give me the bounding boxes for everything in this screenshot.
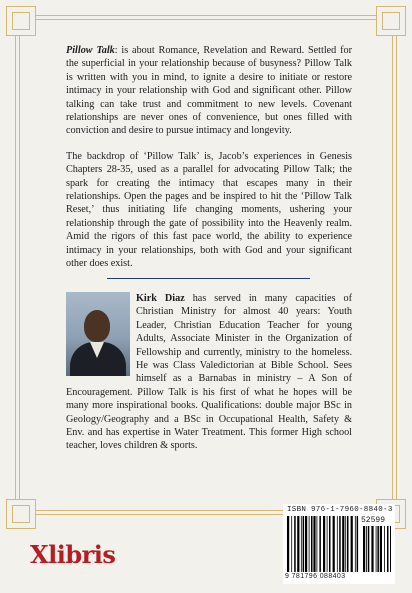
price-code: 52599 (361, 516, 386, 525)
isbn-barcode (283, 504, 395, 584)
blurb-paragraph-2: The backdrop of ‘Pillow Talk’ is, Jacob’s experiences in Genesis Chapters 28-35, used as a parallel for advocating Pillow Talk; the spark for creating the intimacy that escapes many in their relationships. Open the pages and be inspired to hit the ‘Pillow Talk Reset,’ thus initiating life changing moments, ushering your relationship through the gate of possibility into the Heavenly realm. Amid the rigors of this fast pace world, the ability to experience intimacy in your relationships, both with God and your significant other does exist. (66, 150, 352, 270)
corner-ornament (376, 6, 406, 36)
barcode-addon-bars (363, 526, 391, 572)
corner-ornament (6, 499, 36, 529)
author-bio (66, 292, 352, 453)
barcode-digits: 9 781796 088403 (285, 573, 346, 580)
author-photo (66, 292, 130, 376)
author-name: Kirk Diaz (136, 293, 185, 304)
book-blurb (66, 44, 352, 271)
barcode-main-bars (287, 516, 359, 572)
blurb-paragraph-1-text: : is about Romance, Revelation and Reward. Settled for the superficial in your relationship because of busyness? Pillow Talk is written with you in mind, to ignite a desire to initiate or restore intimacy in your relationship with God and significant other. Pillow talking can take trust and commitment to new levels. Covenant relationships are never ones of convenience, but ones filled with conviction and desire to pursue intimacy and longevity. (66, 45, 352, 137)
isbn-number: ISBN 976-1-7960-8840-3 (287, 506, 393, 514)
publisher-logo: Xlibris (30, 540, 116, 569)
blurb-title: Pillow Talk (66, 45, 115, 56)
corner-ornament (6, 6, 36, 36)
section-divider (107, 278, 310, 279)
blurb-paragraph-1 (66, 44, 352, 138)
author-bio-text: has served in many capacities of Christian Ministry for almost 40 years: Youth Leader, Christian Education Teacher for young Adults, Associate Minister in the Organization of Fellowship and currently, ministry to the homeless. He was Class Valedictorian at Bible School. Sees himself as a Barnabas in ministry – A Son of Encouragement. Pillow Talk is his first of what he hopes will be many more inspirational books. Qualifications: double major BSc in Geology/Geography and a BSc in Occupational Health, Safety & Env. and has expertise in Water Treatment. This former High school teacher, loves children & sports. (66, 293, 352, 452)
